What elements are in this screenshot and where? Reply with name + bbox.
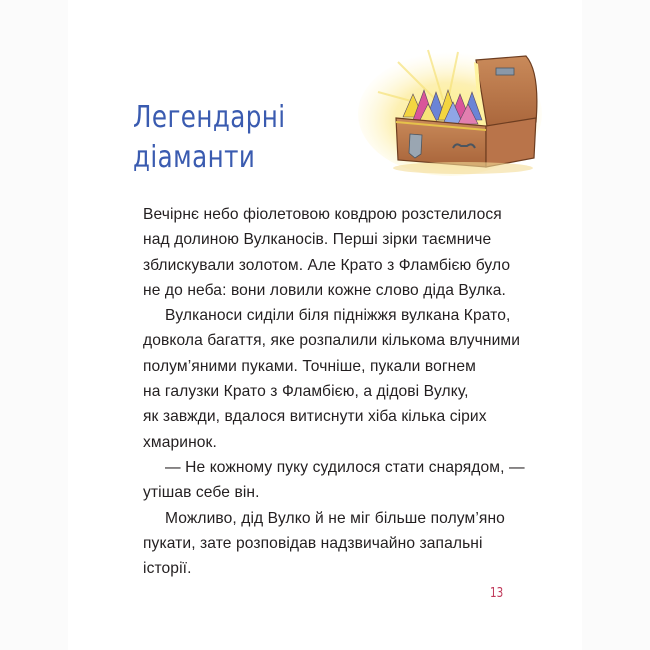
- text-line: утішав себе він.: [143, 484, 260, 502]
- chapter-title-line-1: Легендарні: [133, 100, 286, 135]
- story-text: [143, 202, 523, 581]
- text-line: — Не кожному пуку судилося стати снарядом, —: [165, 458, 525, 476]
- text-line: на галузки Крато з Фламбією, а дідові Вулку,: [143, 383, 469, 401]
- text-line: Вулканоси сиділи біля підніжжя вулкана Крато,: [165, 307, 511, 325]
- text-line: Вечірнє небо фіолетовою ковдрою розстелилося: [143, 206, 502, 223]
- text-line: як завжди, вдалося витиснути хіба кілька сірих: [143, 408, 487, 426]
- chapter-title-line-2: діаманти: [133, 140, 256, 175]
- text-line: полум’яними пуками. Точніше, пукали вогнем: [143, 357, 476, 375]
- text-line: хмаринок.: [143, 433, 217, 451]
- text-line: історії.: [143, 560, 192, 578]
- text-line: Можливо, дід Вулко й не міг більше полум’яно: [165, 509, 505, 527]
- text-line: пукати, зате розповідав надзвичайно запальні: [143, 534, 483, 552]
- chapter-title: [133, 98, 285, 178]
- text-line: не до неба: вони ловили кожне слово діда Вулка.: [143, 281, 506, 299]
- treasure-chest-illustration: [358, 42, 543, 177]
- page-number: 13: [490, 586, 504, 601]
- text-line: зблискували золотом. Але Крато з Фламбією було: [143, 256, 511, 274]
- text-line: довкола багаття, яке розпалили кількома влучними: [143, 332, 521, 350]
- text-line: над долиною Вулканосів. Перші зірки таємниче: [143, 231, 492, 249]
